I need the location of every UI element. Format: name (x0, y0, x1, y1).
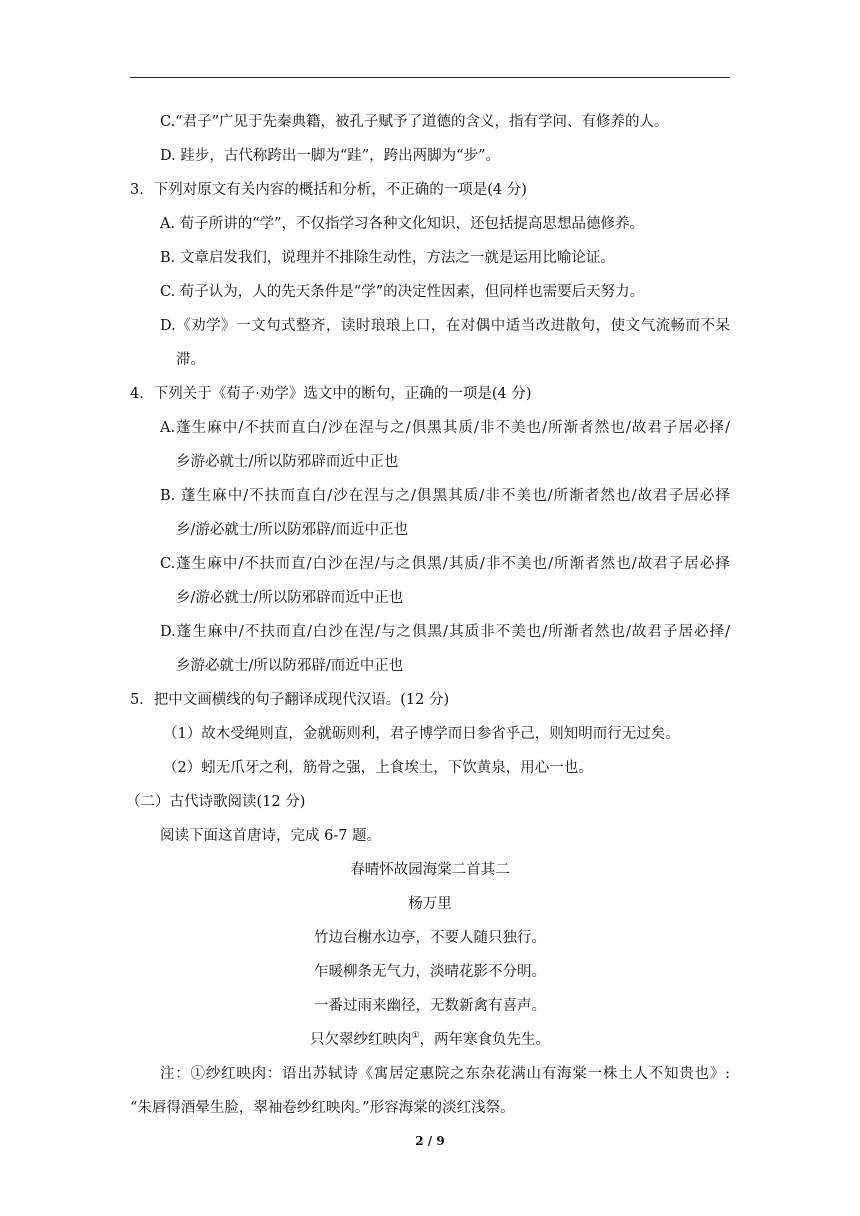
q3-stem: 3．下列对原文有关内容的概括和分析，不正确的一项是(4 分) (130, 182, 527, 198)
note-line-2: “朱唇得酒晕生脸，翠袖卷纱红映肉。”形容海棠的淡红浅祭。 (130, 1100, 515, 1116)
poem-line-2: 乍暖柳条无气力，淡晴花影不分明。 (314, 964, 546, 980)
q4-option-b-line2: 乡/游必就士/所以防邪辟/而近中正也 (176, 522, 409, 538)
section-intro: 阅读下面这首唐诗，完成 6-7 题。 (160, 828, 382, 844)
footnote-marker: ① (411, 1031, 420, 1042)
poem-line-3: 一番过雨来幽径，无数新禽有喜声。 (314, 998, 546, 1014)
q3-option-d-line2: 滞。 (176, 352, 205, 368)
poem-line-4-text-b: ，两年寒食负先生。 (419, 1032, 551, 1048)
poem-line-1: 竹边台榭水边亭，不要人随只独行。 (314, 930, 546, 946)
q3-option-c: C. 荀子认为，人的先天条件是“学”的决定性因素，但同样也需要后天努力。 (160, 284, 645, 300)
q5-sentence-1: （1）故木受绳则直，金就砺则利，君子博学而日参省乎己，则知明而行无过矣。 (163, 726, 680, 742)
q5-sentence-2: （2）蚓无爪牙之利，筋骨之强，上食埃土，下饮黄泉，用心一也。 (163, 760, 593, 776)
header-rule (130, 77, 730, 78)
q3-option-a: A. 荀子所讲的“学”，不仅指学习各种文化知识，还包括提高思想品德修养。 (160, 216, 645, 232)
q4-stem: 4．下列关于《荀子·劝学》选文中的断句，正确的一项是(4 分) (130, 386, 532, 402)
q3-option-d-line1: D.《劝学》一文句式整齐，读时琅琅上口，在对偶中适当改进散句，使文气流畅而不呆 (160, 318, 730, 334)
q2-option-d: D. 跬步，古代称跨出一脚为“跬”，跨出两脚为“步”。 (160, 148, 500, 164)
q4-option-a-line1: A.蓬生麻中/不扶而直白/沙在涅与之/俱黑其质/非不美也/所渐者然也/故君子居必择/ (160, 420, 730, 436)
poem-line-4 (0, 1030, 860, 1050)
poem-line-4-text-a: 只欠翠纱红映肉 (309, 1032, 412, 1048)
poem-title: 春晴怀故园海棠二首其二 (350, 862, 510, 878)
q3-option-b: B. 文章启发我们，说理并不排除生动性，方法之一就是运用比喻论证。 (160, 250, 615, 266)
q4-option-d-line2: 乡游必就士/所以防邪辟/而近中正也 (176, 658, 404, 674)
page-number: 2 / 9 (415, 1134, 445, 1148)
q5-stem: 5．把中文画横线的句子翻译成现代汉语。(12 分) (130, 692, 450, 708)
q4-option-c-line2: 乡/游必就士/所以防邪辟而近中正也 (176, 590, 404, 606)
section-heading: （二）古代诗歌阅读(12 分) (126, 794, 306, 810)
q4-option-b-line1: B. 蓬生麻中/不扶而直白/沙在涅与之/俱黑其质/非不美也/所渐者然也/故君子居必择 (160, 488, 730, 504)
poem-author: 杨万里 (408, 896, 452, 912)
note-line-1: 注：①纱红映肉：语出苏轼诗《寓居定惠院之东杂花满山有海棠一株土人不知贵也》: (160, 1066, 730, 1082)
q4-option-a-line2: 乡游必就士/所以防邪辟而近中正也 (176, 454, 399, 470)
q4-option-d-line1: D.蓬生麻中/不扶而直/白沙在涅/与之俱黑/其质非不美也/所渐者然也/故君子居必择/ (160, 624, 730, 640)
q2-option-c: C.“君子”广见于先秦典籍，被孔子赋予了道德的含义，指有学问、有修养的人。 (160, 114, 669, 130)
q4-option-c-line1: C.蓬生麻中/不扶而直/白沙在涅/与之俱黑/其质/非不美也/所渐者然也/故君子居必择 (160, 556, 730, 572)
